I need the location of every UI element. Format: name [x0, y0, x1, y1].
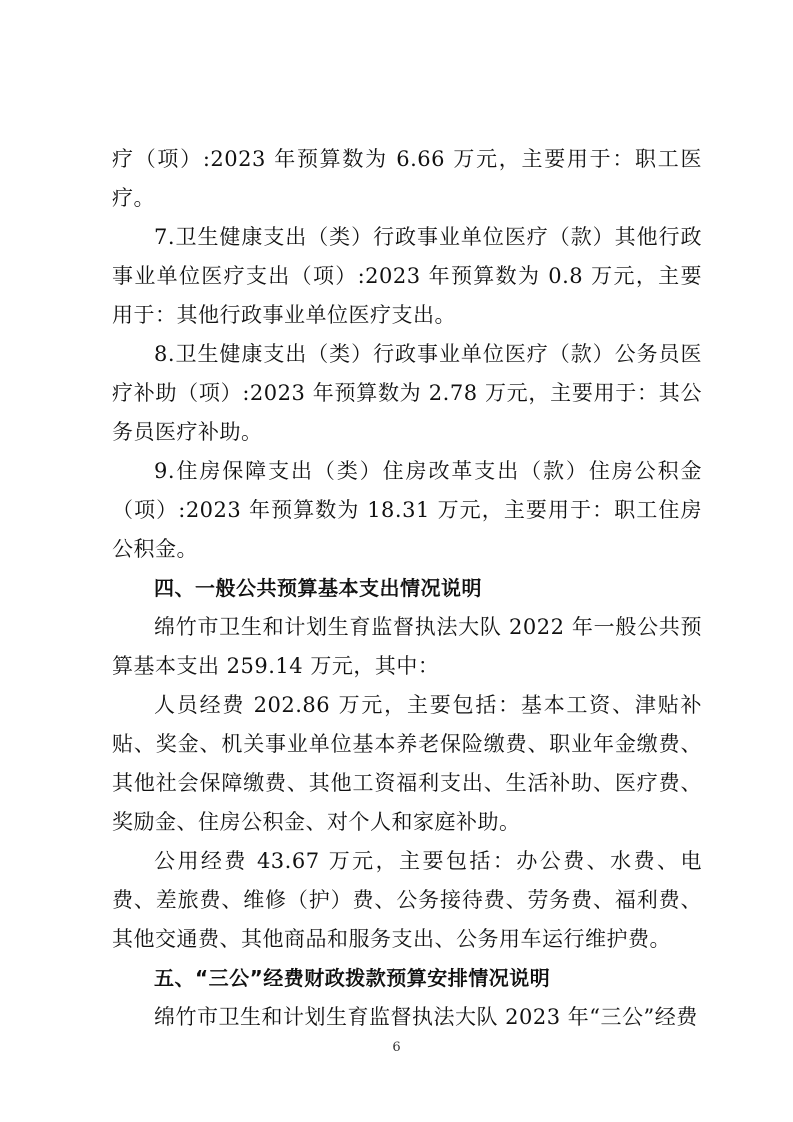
paragraph-three-public-expenses-start: 绵竹市卫生和计划生育监督执法大队 2023 年“三公”经费: [154, 1005, 698, 1029]
paragraph-item-9: 9.住房保障支出（类）住房改革支出（款）住房公积金（项）:2023 年预算数为 18.31 万元，主要用于：职工住房公积金。: [112, 459, 702, 561]
page-number: 6: [392, 1040, 401, 1055]
paragraph-personnel-expenses: 人员经费 202.86 万元，主要包括：基本工资、津贴补贴、奖金、机关事业单位基本养老保险缴费、职业年金缴费、其他社会保障缴费、其他工资福利支出、生活补助、医疗费、奖励金、住房公积金、对个人和家庭补助。: [112, 693, 702, 834]
section-heading-basic-expenditure: 四、一般公共预算基本支出情况说明: [154, 576, 482, 600]
document-body: [112, 140, 702, 1037]
section-heading-three-public-expenses: 五、“三公”经费财政拨款预算安排情况说明: [154, 966, 551, 990]
paragraph-basic-expenditure-summary: 绵竹市卫生和计划生育监督执法大队 2022 年一般公共预算基本支出 259.14 万元，其中：: [112, 615, 702, 678]
paragraph-public-expenses: 公用经费 43.67 万元，主要包括：办公费、水费、电费、差旅费、维修（护）费、公务接待费、劳务费、福利费、其他交通费、其他商品和服务支出、公务用车运行维护费。: [112, 849, 702, 951]
paragraph-item-8: 8.卫生健康支出（类）行政事业单位医疗（款）公务员医疗补助（项）:2023 年预算数为 2.78 万元，主要用于：其公务员医疗补助。: [112, 342, 702, 444]
paragraph-item-7: 7.卫生健康支出（类）行政事业单位医疗（款）其他行政事业单位医疗支出（项）:2023 年预算数为 0.8 万元，主要用于：其他行政事业单位医疗支出。: [112, 225, 702, 327]
paragraph-medical-continued: 疗（项）:2023 年预算数为 6.66 万元，主要用于：职工医疗。: [112, 147, 702, 210]
